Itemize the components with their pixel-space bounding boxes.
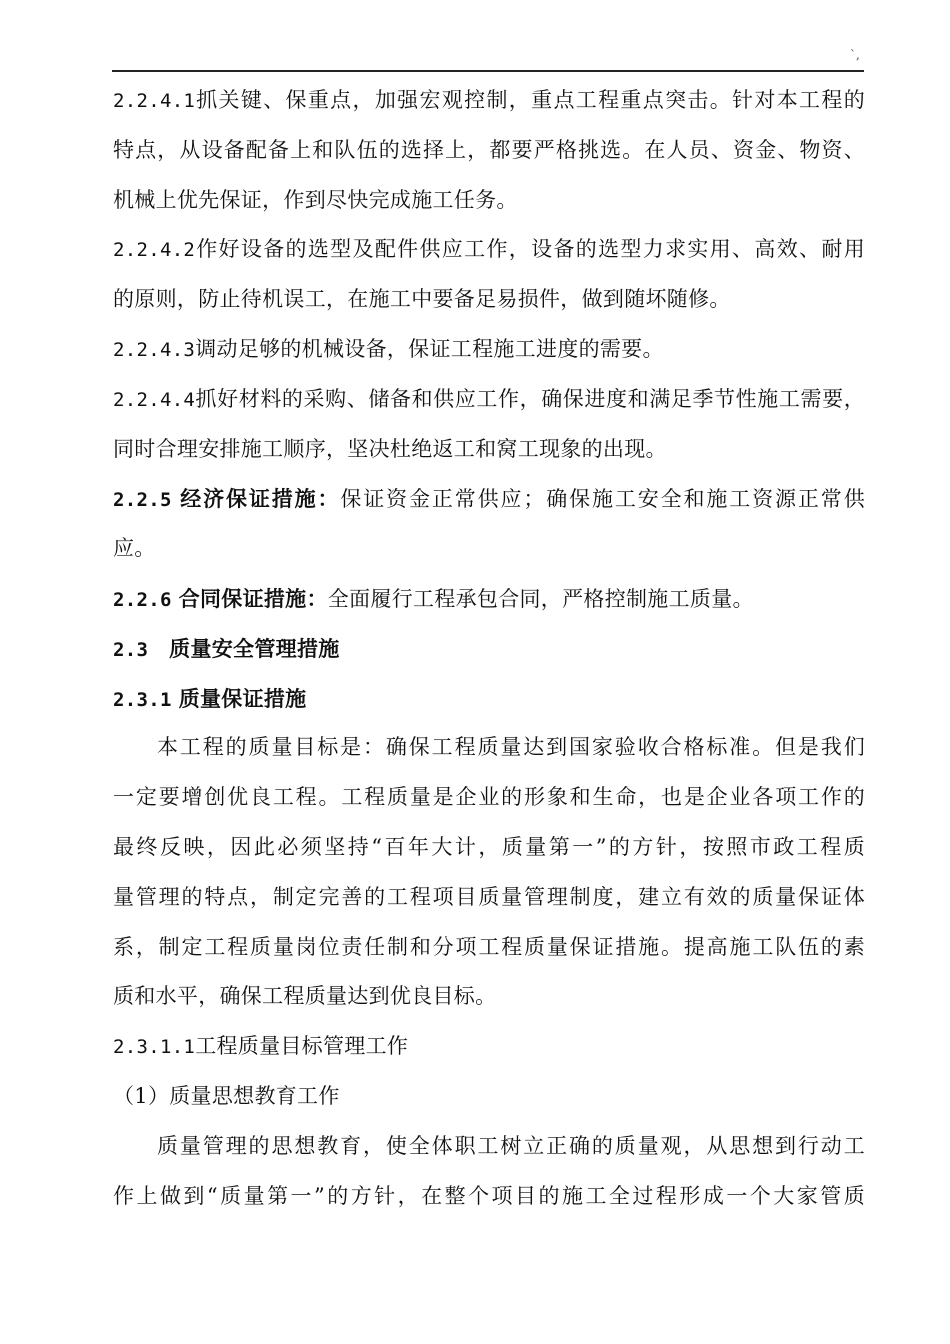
text-line: 的原则，防止待机误工，在施工中要备足易损件，做到随坏随修。: [113, 287, 731, 312]
clause-heading: 合同保证措施：: [178, 585, 328, 611]
clause-2-2-5: [113, 474, 865, 524]
subsection-2-3-1-1: [113, 1022, 865, 1072]
clause-2-2-4-4: [113, 375, 865, 425]
section-number: 2.3: [113, 638, 149, 661]
clause-text: 抓好材料的采购、储备和供应工作，确保进度和满足季节性施工需要，: [195, 386, 865, 411]
text-line: 质和水平，确保工程质量达到优良目标。: [113, 984, 497, 1009]
paragraph-first-line: 本工程的质量目标是：确保工程质量达到国家验收合格标准。但是我们: [157, 735, 865, 760]
clause-text: 保证资金正常供应；确保施工安全和施工资源正常供: [340, 487, 865, 512]
clause-heading: 经济保证措施：: [180, 486, 341, 512]
document-body: [113, 76, 865, 1221]
clause-text: 抓关键、保重点，加强宏观控制，重点工程重点突击。针对本工程的: [195, 88, 865, 112]
text-line: 机械上优先保证，作到尽快完成施工任务。: [113, 187, 518, 212]
text-line: 应。: [113, 536, 156, 561]
list-item-heading: （1）质量思想教育工作: [113, 1083, 340, 1108]
clause-number: 2.2.6: [113, 588, 172, 611]
text-line: 作上做到“质量第一”的方针，在整个项目的施工全过程形成一个大家管质: [113, 1183, 865, 1208]
clause-2-2-4-3: [113, 325, 865, 375]
clause-text: 调动足够的机械设备，保证工程施工进度的需要。: [195, 336, 664, 361]
section-title: 质量保证措施: [178, 685, 307, 711]
subsection-title: 工程质量目标管理工作: [195, 1034, 409, 1059]
clause-text: 全面履行工程承包合同，严格控制施工质量。: [327, 586, 754, 611]
clause-2-2-4-1: [113, 76, 865, 126]
clause-2-2-6: [113, 574, 865, 624]
section-title: 质量安全管理措施: [169, 635, 340, 661]
clause-number: 2.2.4.2: [113, 239, 196, 262]
header-rule: [112, 70, 864, 72]
paragraph-first-line: 质量管理的思想教育，使全体职工树立正确的质量观，从思想到行动工: [157, 1133, 865, 1158]
section-heading-2-3: [113, 624, 865, 674]
clause-number: 2.2.5: [113, 489, 172, 512]
clause-number: 2.2.4.3: [113, 338, 196, 361]
clause-text: 作好设备的选型及配件供应工作，设备的选型力求实用、高效、耐用: [195, 237, 865, 262]
section-heading-2-3-1: [113, 674, 865, 724]
clause-number: 2.2.4.1: [113, 90, 196, 112]
text-line: 量管理的特点，制定完善的工程项目质量管理制度，建立有效的质量保证体: [113, 884, 865, 909]
text-line: 特点，从设备配备上和队伍的选择上，都要严格挑选。在人员、资金、物资、: [113, 137, 865, 162]
subsection-number: 2.3.1.1: [113, 1036, 196, 1059]
section-number: 2.3.1: [113, 688, 172, 711]
text-line: 最终反映，因此必须坚持“百年大计，质量第一”的方针，按照市政工程质: [113, 834, 865, 859]
text-line: 一定要增创优良工程。工程质量是企业的形象和生命，也是企业各项工作的: [113, 785, 865, 810]
text-line: 同时合理安排施工顺序，坚决杜绝返工和窝工现象的出现。: [113, 436, 667, 461]
clause-2-2-4-2: [113, 225, 865, 275]
text-line: 系，制定工程质量岗位责任制和分项工程质量保证措施。提高施工队伍的素: [113, 934, 865, 959]
clause-number: 2.2.4.4: [113, 388, 196, 411]
page-corner-mark: `,: [850, 48, 860, 62]
